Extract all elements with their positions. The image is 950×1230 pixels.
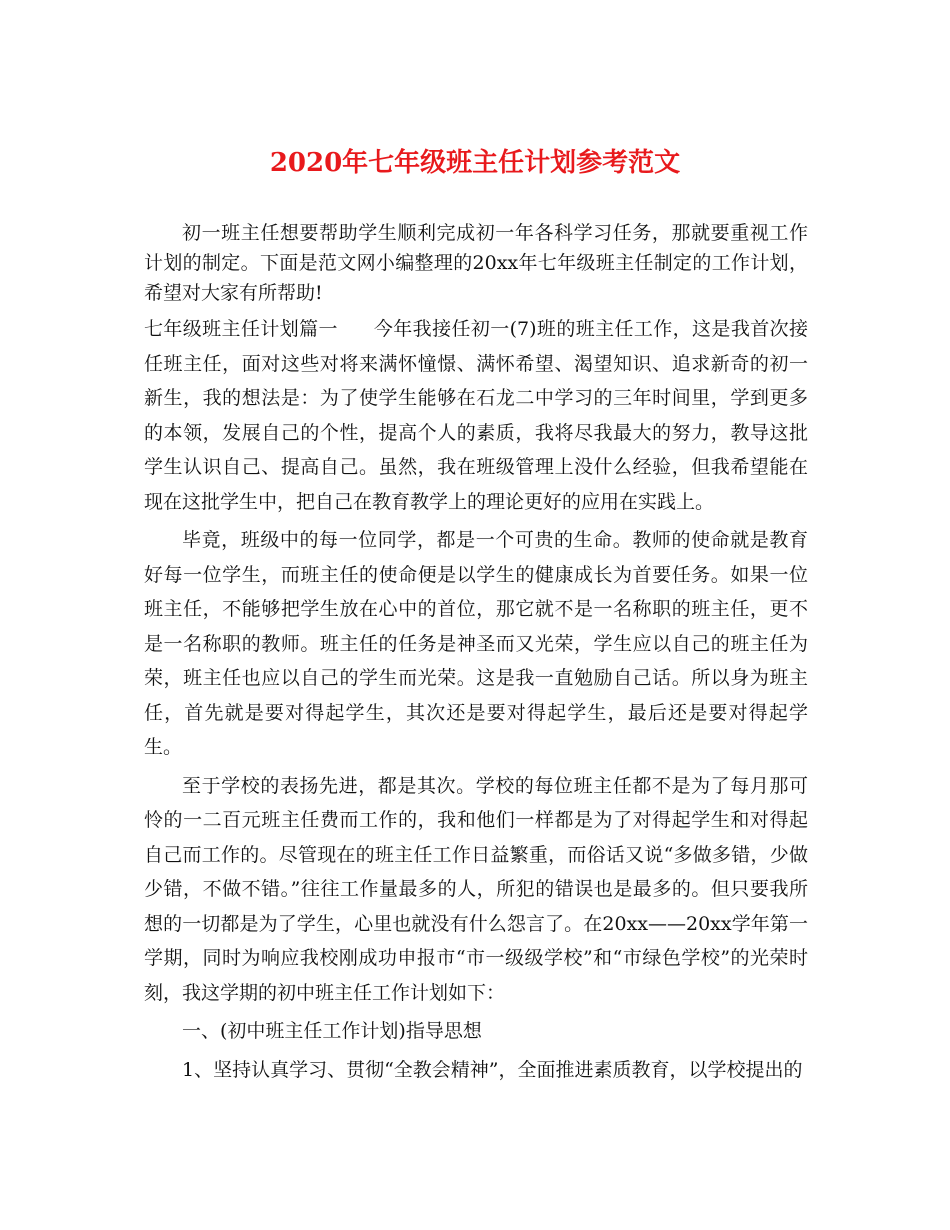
- document-title: 2020年七年级班主任计划参考范文: [269, 148, 681, 178]
- document-body: [144, 218, 808, 1087]
- paragraph-3: 至于学校的表扬先进，都是其次。学校的每位班主任都不是为了每月那可怜的一二百元班主任费而工作的，我和他们一样都是为了对得起学生和对得起自己而工作的。尽管现在的班主任工作日益繁重，而俗话又说“多做多错，少做少错，不做不错。”往往工作量最多的人，所犯的错误也是最多的。但只要我所想的一切都是为了学生，心里也就没有什么怨言了。在20xx——20xx学年第一学期，同时为响应我校刚成功申报市“市一级级学校”和“市绿色学校”的光荣时刻，我这学期的初中班主任工作计划如下：: [144, 774, 808, 1004]
- heading-guiding-thought: 一、(初中班主任工作计划)指导思想: [182, 1020, 482, 1042]
- intro-paragraph: 初一班主任想要帮助学生顺利完成初一年各科学习任务，那就要重视工作计划的制定。下面是范文网小编整理的20xx年七年级班主任制定的工作计划，希望对大家有所帮助!: [144, 222, 808, 304]
- paragraph-1-text: 今年我接任初一(7)班的班主任工作，这是我首次接任班主任，面对这些对将来满怀憧憬、满怀希望、渴望知识、追求新奇的初一新生，我的想法是：为了使学生能够在石龙二中学习的三年时间里，学到更多的本领，发展自己的个性，提高个人的素质，我将尽我最大的努力，教导这批学生认识自己、提高自己。虽然，我在班级管理上没什么经验，但我希望能在现在这批学生中，把自己在教育教学上的理论更好的应用在实践上。: [144, 318, 808, 513]
- list-item-1: 1、坚持认真学习、贯彻“全教会精神”，全面推进素质教育，以学校提出的: [182, 1058, 803, 1081]
- section-heading: 七年级班主任计划篇一: [144, 318, 338, 340]
- section-paragraph-1: [144, 312, 808, 519]
- paragraph-2: 毕竟，班级中的每一位同学，都是一个可贵的生命。教师的使命就是教育好每一位学生，而班主任的使命便是以学生的健康成长为首要任务。如果一位班主任，不能够把学生放在心中的首位，那它就不是一名称职的班主任，更不是一名称职的教师。班主任的任务是神圣而又光荣，学生应以自己的班主任为荣，班主任也应以自己的学生而光荣。这是我一直勉励自己话。所以身为班主任，首先就是要对得起学生，其次还是要对得起学生，最后还是要对得起学生。: [144, 529, 808, 758]
